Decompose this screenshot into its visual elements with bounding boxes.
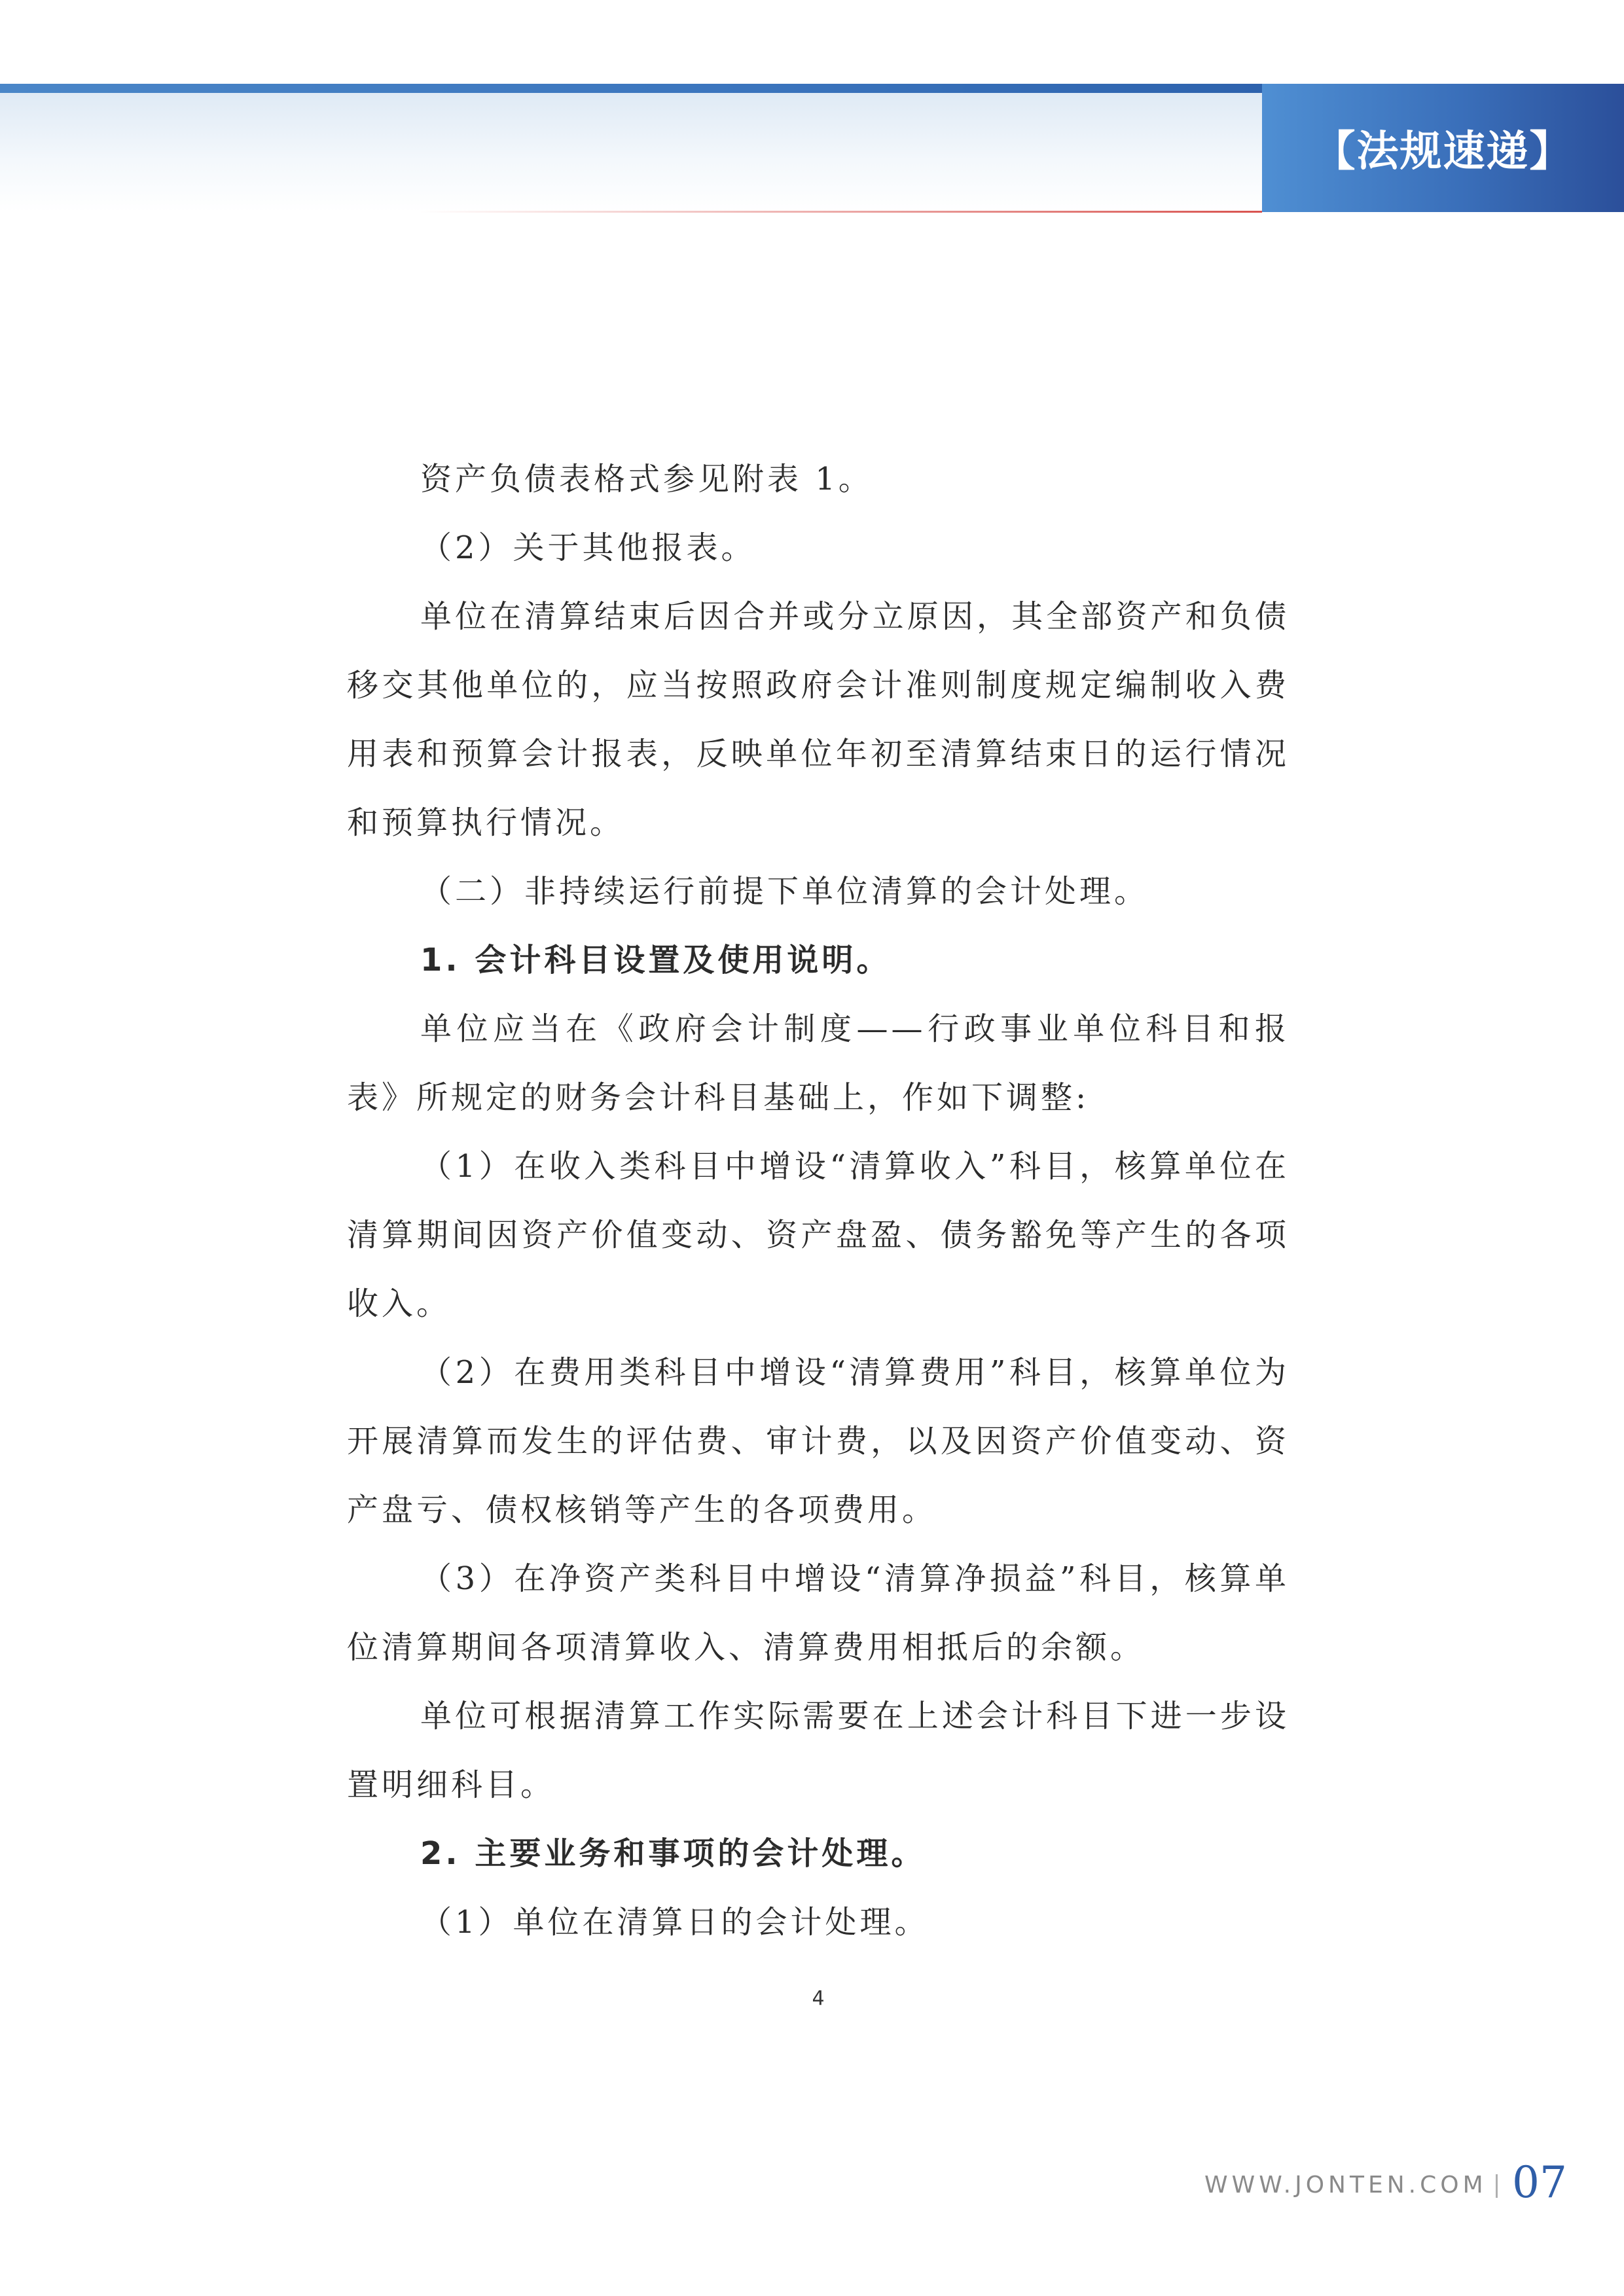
paragraph: 单位应当在《政府会计制度——行政事业单位科目和报表》所规定的财务会计科目基础上，作如下调整: bbox=[347, 1011, 1290, 1116]
footer-website: WWW.JONTEN.COM bbox=[1204, 2172, 1487, 2198]
paragraph: （1）单位在清算日的会计处理。 bbox=[420, 1904, 929, 1941]
subheading: 2. 主要业务和事项的会计处理。 bbox=[420, 1835, 926, 1872]
footer-divider bbox=[1496, 2174, 1498, 2198]
paragraph: 资产负债表格式参见附表 1。 bbox=[420, 461, 873, 497]
paragraph: （2）在费用类科目中增设“清算费用”科目，核算单位为开展清算而发生的评估费、审计费，以及因资产价值变动、资产盘亏、债权核销等产生的各项费用。 bbox=[347, 1354, 1290, 1528]
paragraph: 单位在清算结束后因合并或分立原因，其全部资产和负债移交其他单位的，应当按照政府会计准则制度规定编制收入费用表和预算会计报表，反映单位年初至清算结束日的运行情况和预算执行情况。 bbox=[347, 598, 1290, 841]
paragraph: 单位可根据清算工作实际需要在上述会计科目下进一步设置明细科目。 bbox=[347, 1698, 1290, 1803]
paragraph: （1）在收入类科目中增设“清算收入”科目，核算单位在清算期间因资产价值变动、资产盘盈、债务豁免等产生的各项收入。 bbox=[347, 1148, 1290, 1322]
section-tab bbox=[1262, 84, 1624, 212]
header-top-line bbox=[0, 84, 1262, 93]
header-band bbox=[0, 84, 1262, 212]
footer-page-number: 07 bbox=[1512, 2157, 1567, 2208]
subheading: 1. 会计科目设置及使用说明。 bbox=[420, 942, 892, 978]
header-red-underline bbox=[419, 211, 1262, 213]
section-tab-label: 【法规速递】 bbox=[1313, 128, 1573, 176]
paragraph: （2）关于其他报表。 bbox=[420, 529, 756, 566]
document-body bbox=[347, 445, 1290, 1957]
paragraph: （3）在净资产类科目中增设“清算净损益”科目，核算单位清算期间各项清算收入、清算费用相抵后的余额。 bbox=[347, 1560, 1290, 1666]
inner-page-number: 4 bbox=[812, 1987, 825, 2010]
paragraph: （二）非持续运行前提下单位清算的会计处理。 bbox=[420, 873, 1149, 910]
